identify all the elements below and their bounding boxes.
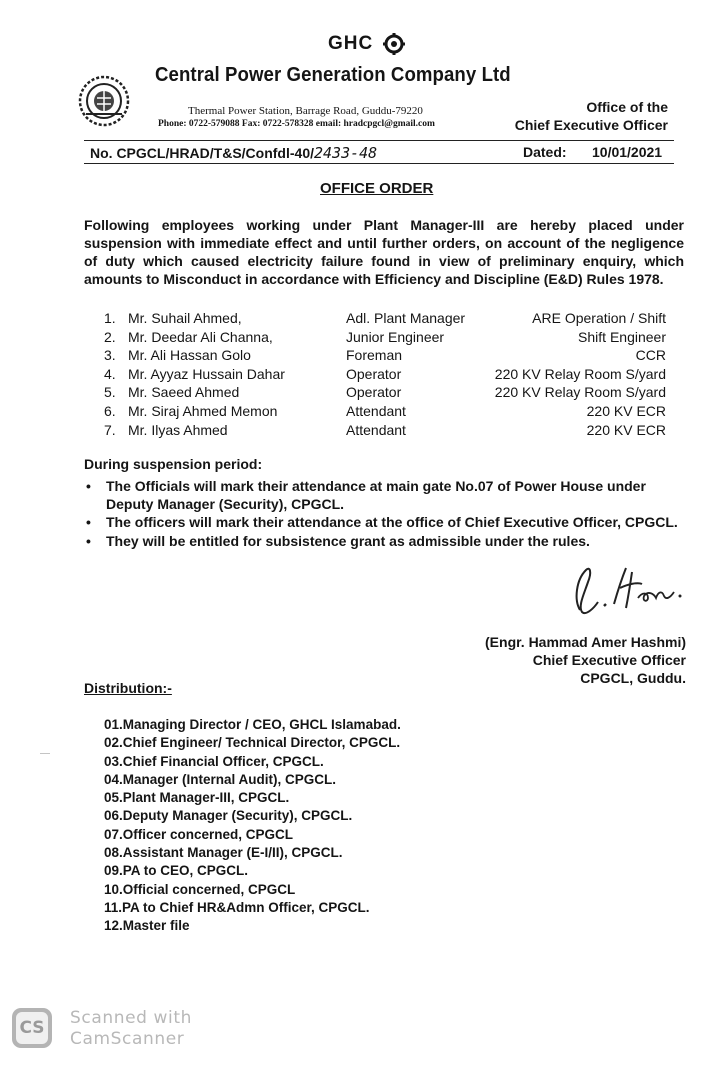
order-paragraph: Following employees working under Plant Manager-III are hereby placed under suspension with immediate effect and until further orders, on account of the negligence of duty which caused electricity failure found in view of preliminary enquiry, which amounts to Misconduct in accordance with Efficiency and Discipline (E&D) Rules 1978. [84,217,684,287]
distribution-item: 08.Assistant Manager (E-I/II), CPGCL. [104,845,343,861]
document-title: OFFICE ORDER [320,180,434,197]
employee-designation: Adl. Plant Manager [346,310,466,326]
employee-name: Mr. Ilyas Ahmed [128,421,228,438]
employee-row [104,384,684,402]
bullet-item [84,533,688,551]
employee-place: 220 KV ECR [586,421,666,438]
signatory-title: Chief Executive Officer [532,652,686,668]
dated-label: Dated: [523,144,567,160]
company-name: Central Power Generation Company Ltd [155,64,511,86]
distribution-item: 05.Plant Manager-III, CPGCL. [104,790,290,806]
employee-designation: Attendant [346,421,406,438]
employee-row [104,347,684,365]
employee-row [104,366,684,384]
gear-icon [382,32,406,56]
employee-place: Shift Engineer [578,328,666,345]
employee-number: 4. [104,365,116,382]
camscanner-watermark [70,1008,192,1050]
employee-designation: Operator [346,384,402,401]
employee-number: 7. [104,421,116,438]
watermark-line-1: Scanned with [70,1008,193,1028]
employee-number: 5. [104,384,116,401]
reference-number [90,144,377,162]
employee-place: 220 KV ECR [586,403,666,419]
employee-row [104,403,684,421]
bullet-item [84,478,688,513]
suspension-bullets [84,478,688,551]
distribution-item: 06.Deputy Manager (Security), CPGCL. [104,808,353,824]
employee-name: Mr. Siraj Ahmed Memon [128,403,278,419]
distribution-heading: Distribution:- [84,680,172,696]
bullet-item [84,514,688,532]
office-line-1: Office of the [586,99,668,115]
employee-row [104,329,684,347]
distribution-item: 01.Managing Director / CEO, GHCL Islamabad. [104,717,401,732]
bullet-dot-icon: • [86,514,91,530]
distribution-item: 07.Officer concerned, CPGCL [104,826,294,842]
employee-designation: Junior Engineer [346,328,445,345]
employee-place: 220 KV Relay Room S/yard [494,365,666,382]
ghc-logo-text: GHC [328,33,374,55]
employee-number: 3. [104,347,116,364]
employee-name: Mr. Saeed Ahmed [128,384,240,401]
employee-place: 220 KV Relay Room S/yard [494,384,666,401]
employee-place: CCR [635,347,666,364]
ghc-logo [328,32,406,56]
distribution-item: 10.Official concerned, CPGCL [104,881,296,897]
signatory-org: CPGCL, Guddu. [580,670,686,686]
bullet-text: The officers will mark their attendance at the office of Chief Executive Officer, CPGCL. [106,514,678,530]
employee-name: Mr. Ali Hassan Golo [128,347,251,364]
employee-name: Mr. Suhail Ahmed, [128,310,242,326]
bullet-text: They will be entitled for subsistence grant as admissible under the rules. [106,532,590,549]
office-line-2: Chief Executive Officer [514,117,668,133]
employee-number: 6. [104,403,116,419]
bullet-text: The Officials will mark their attendance at main gate No.07 of Power House under Deputy Manager (Security), CPGCL. [106,478,646,512]
employee-designation: Foreman [346,347,403,364]
distribution-item: 12.Master file [104,918,190,934]
employee-designation: Attendant [346,403,406,419]
camscanner-logo-icon [12,1008,52,1048]
company-seal-icon [78,74,130,133]
employee-place: ARE Operation / Shift [532,310,666,326]
bullet-dot-icon: • [86,532,91,549]
distribution-item: 03.Chief Financial Officer, CPGCL. [104,753,324,769]
distribution-item: 04.Manager (Internal Audit), CPGCL. [104,771,337,787]
reference-handwritten: 2433-48 [314,144,378,162]
company-address: Thermal Power Station, Barrage Road, Guddu-79220 [188,105,423,117]
company-contact: Phone: 0722-579088 Fax: 0722-578328 email: hradcpgcl@gmail.com [158,119,435,129]
distribution-item: 09.PA to CEO, CPGCL. [104,863,249,879]
employee-number: 1. [104,310,116,326]
employee-name: Mr. Ayyaz Hussain Dahar [128,365,285,382]
employee-number: 2. [104,328,116,345]
signatory-name: (Engr. Hammad Amer Hashmi) [485,634,686,650]
distribution-list [104,716,401,936]
suspension-heading: During suspension period: [84,456,263,472]
bullet-dot-icon: • [86,478,91,494]
distribution-item: 02.Chief Engineer/ Technical Director, CPGCL. [104,735,401,751]
employee-row [104,310,684,328]
employee-designation: Operator [346,365,402,382]
date-value: 10/01/2021 [592,144,663,160]
reference-printed: No. CPGCL/HRAD/T&S/Confdl-40/ [90,145,314,161]
margin-mark [40,753,50,754]
office-designation [515,98,668,134]
distribution-item: 11.PA to Chief HR&Admn Officer, CPGCL. [104,899,370,915]
employee-row [104,422,684,440]
employee-name: Mr. Deedar Ali Channa, [128,328,273,345]
signatory-block [485,633,686,687]
watermark-line-2: CamScanner [70,1029,185,1049]
handwritten-signature [568,560,688,625]
camscanner-logo-text: CS [16,1012,48,1044]
